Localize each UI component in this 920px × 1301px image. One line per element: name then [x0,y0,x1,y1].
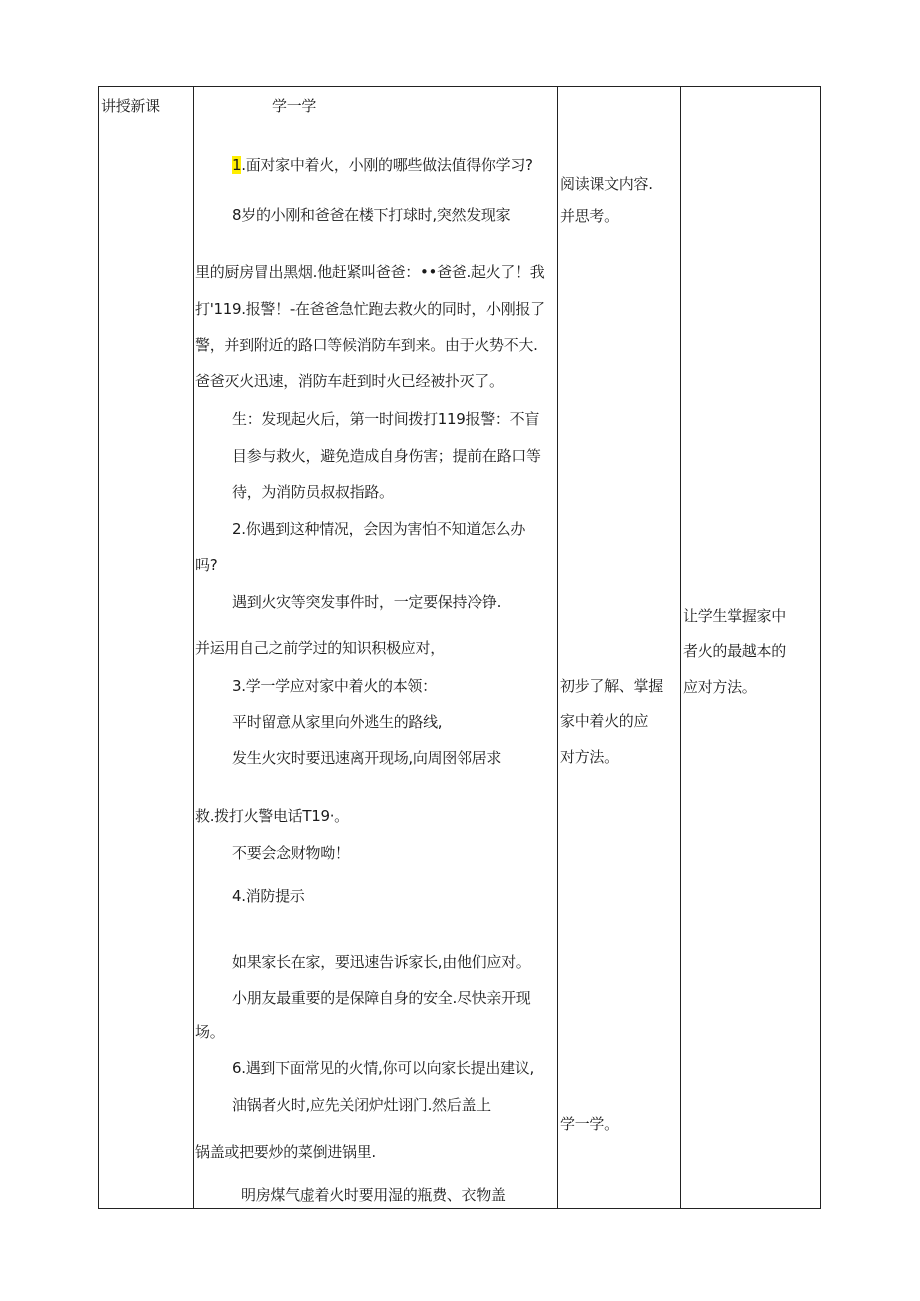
table-top-border [98,86,821,87]
question-2-cont: 吗? [195,556,218,574]
body-line: 8岁的小刚和爸爸在楼下打球时,突然发现家 [232,206,511,224]
body-line: 明房煤气虚着火时要用湿的瓶费、衣物盖 [241,1186,506,1204]
question-3: 3.学一学应对家中着火的本领： [232,677,437,695]
body-line: 小朋友最重要的是保障自身的安全.尽快亲开现 [232,989,531,1007]
table-right-border [820,86,821,1209]
answer-line: 遇到火灾等突发事件时，一定要保持冷铮. [232,593,502,611]
body-line: 里的厨房冒出黑烟.他赶紧叫爸爸：••爸爸.起火了！我 [195,263,545,281]
body-line: 平时留意从家里向外逃生的路线, [232,713,443,731]
body-line: 油锅者火时,应先关闭炉灶诩门.然后盖上 [232,1096,491,1114]
highlight-mark: 1 [232,156,242,174]
design-intent-line: 让学生掌握家中 [683,607,786,625]
body-line: 锅盖或把要炒的菜倒进锅里. [195,1143,376,1161]
body-line: 发生火灾时要迅速离开现场,向周囹邻居求 [232,749,502,767]
student-activity-line: 对方法。 [560,748,619,766]
table-bottom-border [98,1208,821,1209]
column-divider-1 [193,86,194,1209]
answer-line: 并运用自己之前学过的知识积极应对， [195,639,445,657]
student-activity-line: 家中着火的应 [560,712,649,730]
table-left-border [98,86,99,1209]
student-activity-line: 初步了解、掌握 [560,677,663,695]
design-intent-line: 者火的最越本的 [683,642,786,660]
column-divider-3 [680,86,681,1209]
question-6: 6.遇到下面常见的火情,你可以向家长提出建议, [232,1059,534,1077]
body-line: 场。 [195,1023,225,1041]
answer-line: 目参与救火，避免造成自身伤害；提前在路口等 [232,447,541,465]
body-line: 爸爸灭火迅速，消防车赶到时火已经被扑灭了。 [195,372,504,390]
body-line: 救.拨打火警电话T19·。 [195,807,349,825]
body-line: 打'119.报警！-在爸爸急忙跑去救火的同时，小刚报了 [195,300,545,318]
question-1: 1.面对家中着火，小刚的哪些做法值得你学习? [232,156,533,174]
tips-heading: 4.消防提示 [232,887,305,905]
section-heading: 学一学 [272,97,317,115]
question-2: 2.你遇到这种情况，会因为害怕不知道怎么办 [232,520,526,538]
body-line: 警，并到附近的路口等候消防车到来。由于火势不大. [195,336,538,354]
design-intent-line: 应对方法。 [683,678,757,696]
answer-line: 生：发现起火后，第一时间拨打119报警：不盲 [232,410,540,428]
body-line: 不要会念财物呦！ [232,844,350,862]
column-divider-2 [557,86,558,1209]
answer-line: 待，为消防员叔叔指路。 [232,483,394,501]
body-line: 如果家长在家，要迅速告诉家长,由他们应对。 [232,953,531,971]
stage-label: 讲授新课 [101,97,160,115]
student-activity-line: 阅读课文内容. [560,175,653,193]
student-activity-line: 学一学。 [560,1115,619,1133]
student-activity-line: 并思考。 [560,207,619,225]
